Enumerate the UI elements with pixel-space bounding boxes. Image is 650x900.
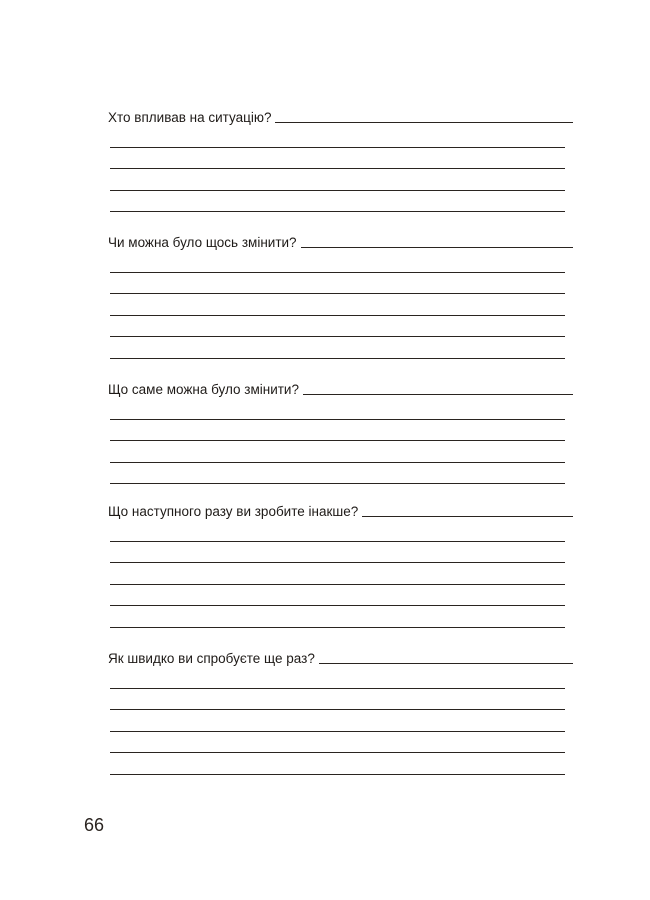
page-number: 66 — [84, 815, 105, 835]
answer-line[interactable] — [275, 122, 573, 123]
answer-line[interactable] — [110, 126, 565, 148]
answer-line[interactable] — [362, 516, 573, 517]
question-block-4 — [108, 498, 573, 628]
answer-line[interactable] — [110, 520, 565, 542]
answer-line[interactable] — [110, 294, 565, 316]
answer-line[interactable] — [110, 169, 565, 191]
question-row — [108, 104, 573, 126]
question-label: Як швидко ви спробуєте ще раз? — [108, 651, 315, 666]
answer-line[interactable] — [110, 148, 565, 170]
answer-line[interactable] — [110, 420, 565, 442]
answer-line[interactable] — [110, 441, 565, 463]
question-label: Хто впливав на ситуацію? — [108, 110, 272, 125]
answer-line[interactable] — [110, 251, 565, 273]
question-block-5 — [108, 645, 573, 775]
question-block-2 — [108, 229, 573, 359]
answer-line[interactable] — [110, 689, 565, 711]
answer-line[interactable] — [319, 663, 573, 664]
question-label: Що наступного разу ви зробите інакше? — [108, 504, 359, 519]
question-block-3 — [108, 376, 573, 484]
answer-line[interactable] — [110, 191, 565, 213]
answer-line[interactable] — [110, 463, 565, 485]
question-label: Що саме можна було змінити? — [108, 382, 299, 397]
answer-line[interactable] — [110, 337, 565, 359]
question-label: Чи можна було щось змінити? — [108, 235, 297, 250]
answer-line[interactable] — [110, 398, 565, 420]
answer-line[interactable] — [303, 394, 573, 395]
answer-line[interactable] — [110, 667, 565, 689]
answer-line[interactable] — [110, 273, 565, 295]
answer-line[interactable] — [301, 247, 573, 248]
question-row — [108, 376, 573, 398]
question-row — [108, 498, 573, 520]
answer-line[interactable] — [110, 732, 565, 754]
answer-line[interactable] — [110, 753, 565, 775]
answer-line[interactable] — [110, 563, 565, 585]
answer-line[interactable] — [110, 316, 565, 338]
answer-line[interactable] — [110, 710, 565, 732]
answer-line[interactable] — [110, 585, 565, 607]
question-row — [108, 645, 573, 667]
answer-line[interactable] — [110, 606, 565, 628]
answer-line[interactable] — [110, 542, 565, 564]
question-row — [108, 229, 573, 251]
question-block-1 — [108, 104, 573, 212]
